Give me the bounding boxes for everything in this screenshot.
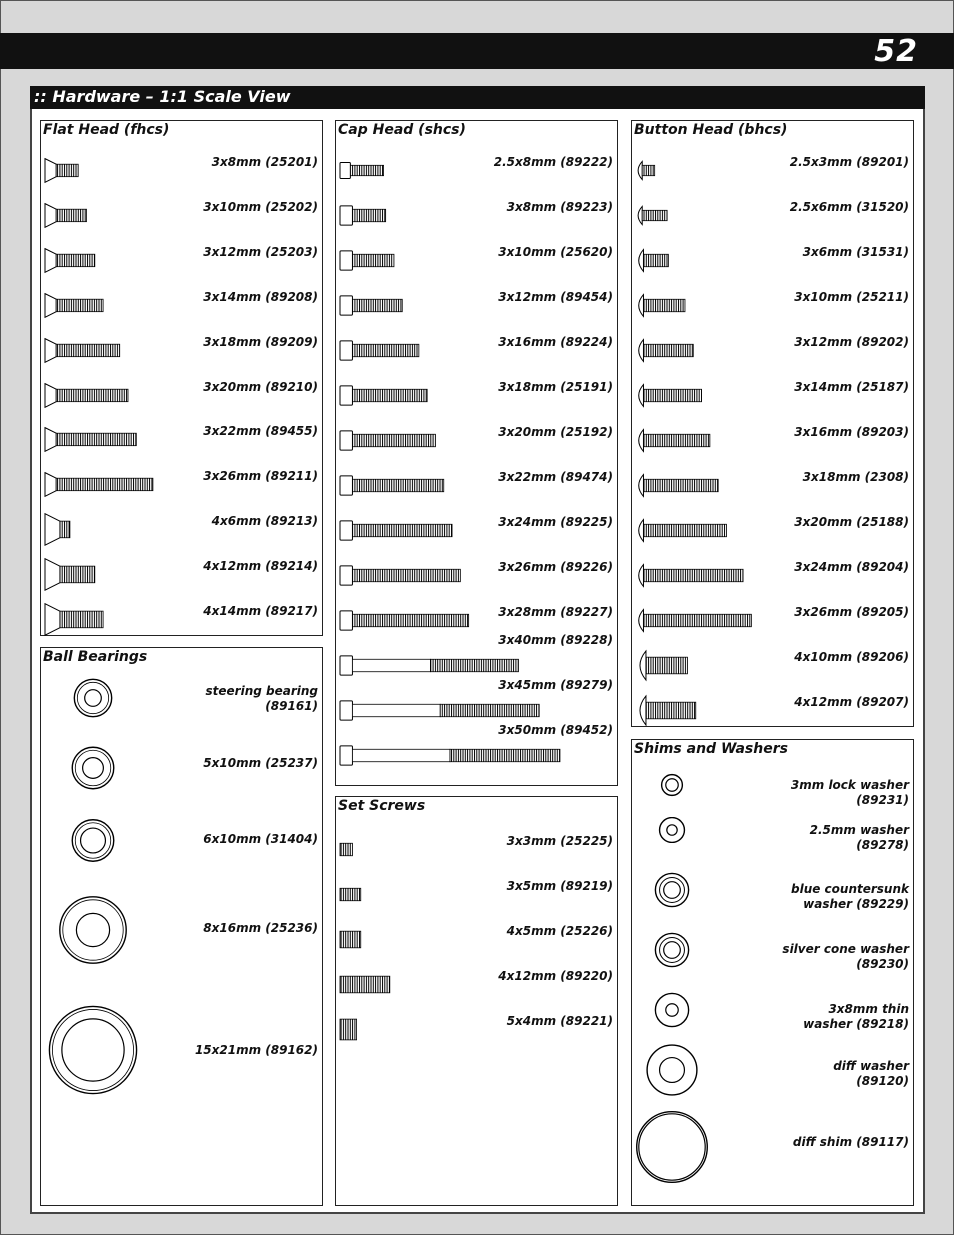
item-label: 2.5mm washer (89278) [809, 823, 909, 852]
washer-icon [632, 770, 752, 800]
button-head-panel [631, 120, 914, 727]
item-label: 3x26mm (89205) [794, 605, 909, 619]
set-screw-row [336, 962, 617, 1007]
washer-icon [632, 928, 752, 972]
item-label: 3x12mm (89454) [498, 290, 613, 304]
section-title: :: Hardware – 1:1 Scale View [34, 87, 291, 106]
bearing-icon [41, 813, 161, 868]
button-head-screw-row [632, 283, 913, 328]
page-number: 52 [874, 34, 918, 69]
washer-row [632, 928, 913, 972]
flat-head-panel [40, 120, 323, 636]
button-head-screw-row [632, 508, 913, 553]
button-head-screw-row [632, 463, 913, 508]
item-label: 3x16mm (89203) [794, 425, 909, 439]
washer-icon [632, 990, 752, 1030]
item-label: 3x26mm (89211) [203, 469, 318, 484]
item-label: diff shim (89117) [792, 1135, 909, 1149]
bearing-icon [41, 890, 161, 970]
button-head-title: Button Head (bhcs) [634, 122, 788, 138]
item-label: 3x10mm (25620) [498, 245, 613, 259]
set-screw-row [336, 917, 617, 962]
cap-head-screw-row [336, 723, 617, 778]
item-label: 3x14mm (25187) [794, 380, 909, 394]
item-label: silver cone washer (89230) [782, 942, 909, 971]
cap-head-screw-row [336, 328, 617, 373]
section-header [30, 86, 925, 109]
item-label: 3x12mm (25203) [203, 244, 318, 259]
item-label: 4x12mm (89220) [498, 969, 613, 983]
ball-bearings-title: Ball Bearings [43, 649, 148, 665]
item-label: 2.5x3mm (89201) [789, 155, 909, 169]
item-label: 4x12mm (89207) [794, 695, 909, 709]
bearing-row [41, 890, 322, 970]
set-screw-row [336, 827, 617, 872]
flat-head-title: Flat Head (fhcs) [43, 122, 170, 138]
item-label: 3x8mm (25201) [211, 155, 318, 169]
item-label: 3x18mm (89209) [203, 334, 318, 349]
flat-head-screw-row [41, 462, 322, 507]
item-label: 5x4mm (89221) [506, 1014, 613, 1028]
set-screw-row [336, 1007, 617, 1052]
cap-head-screw-row [336, 373, 617, 418]
item-label: steering bearing (89161) [205, 684, 318, 713]
button-head-screw-row [632, 328, 913, 373]
button-head-screw-row [632, 598, 913, 643]
set-screws-panel [335, 796, 618, 1206]
washer-icon [632, 817, 752, 843]
washer-row [632, 1107, 913, 1187]
flat-head-screw-row [41, 193, 322, 238]
cap-head-screw-icon [336, 733, 596, 778]
item-label: 3x10mm (25211) [794, 290, 909, 304]
button-head-screw-row [632, 148, 913, 193]
item-label: 3x8mm (89223) [506, 200, 613, 214]
item-label: 8x16mm (25236) [203, 921, 318, 935]
flat-head-screw-row [41, 328, 322, 373]
item-label: 15x21mm (89162) [194, 1043, 318, 1057]
cap-head-screw-row [336, 553, 617, 598]
shims-washers-panel [631, 739, 914, 1206]
item-label: 3x20mm (25188) [794, 515, 909, 529]
bearing-row [41, 1000, 322, 1100]
washer-row [632, 990, 913, 1030]
item-label: 4x5mm (25226) [506, 924, 613, 938]
washer-row [632, 817, 913, 852]
washer-row [632, 1043, 913, 1097]
item-label: 3x20mm (25192) [498, 425, 613, 439]
washer-row [632, 770, 913, 807]
item-label: 3x20mm (89210) [203, 379, 318, 394]
item-label: 3x8mm thin washer (89218) [803, 1002, 909, 1031]
flat-head-screw-row [41, 238, 322, 283]
button-head-screw-row [632, 373, 913, 418]
item-label: 3x22mm (89455) [203, 424, 318, 439]
bearing-icon [41, 1000, 161, 1100]
item-label: 2.5x8mm (89222) [493, 155, 613, 169]
flat-head-screw-row [41, 148, 322, 193]
top-bar [0, 33, 954, 69]
flat-head-screw-row [41, 417, 322, 462]
washer-row [632, 868, 913, 912]
item-label: 3x26mm (89226) [498, 560, 613, 574]
item-label: 3mm lock washer (89231) [790, 778, 909, 807]
item-label: 4x14mm (89217) [203, 604, 318, 618]
item-label: 3x3mm (25225) [506, 834, 613, 848]
item-label: 4x10mm (89206) [794, 650, 909, 664]
cap-head-screw-row [336, 283, 617, 328]
item-label: 3x12mm (89202) [794, 335, 909, 349]
button-head-screw-row [632, 238, 913, 283]
item-label: 6x10mm (31404) [203, 832, 318, 846]
cap-head-screw-row [336, 418, 617, 463]
item-label: 3x24mm (89225) [498, 515, 613, 529]
item-label: 3x24mm (89204) [794, 560, 909, 574]
bearing-row [41, 813, 322, 868]
washer-icon [632, 868, 752, 912]
item-label: 3x16mm (89224) [498, 335, 613, 349]
button-head-screw-row [632, 418, 913, 463]
flat-head-screw-row [41, 507, 322, 552]
item-label: 3x22mm (89474) [498, 470, 613, 484]
cap-head-screw-row [336, 148, 617, 193]
item-label: 5x10mm (25237) [203, 756, 318, 770]
item-label: 3x5mm (89219) [506, 879, 613, 893]
button-head-screw-row [632, 553, 913, 598]
item-label: diff washer (89120) [833, 1059, 909, 1088]
item-label: blue countersunk washer (89229) [790, 882, 909, 911]
washer-icon [632, 1043, 752, 1097]
bearing-icon [41, 743, 161, 793]
set-screws-title: Set Screws [338, 798, 426, 814]
item-label: 3x18mm (2308) [802, 470, 909, 484]
item-label: 3x50mm (89452) [498, 723, 613, 737]
shims-washers-title: Shims and Washers [634, 741, 788, 757]
button-head-screw-row [632, 193, 913, 238]
item-label: 3x18mm (25191) [498, 380, 613, 394]
ball-bearings-panel [40, 647, 323, 1206]
cap-head-screw-row [336, 193, 617, 238]
item-label: 3x45mm (89279) [498, 678, 613, 692]
set-screw-row [336, 872, 617, 917]
bearing-row [41, 743, 322, 793]
cap-head-panel [335, 120, 618, 786]
flat-head-screw-row [41, 552, 322, 597]
item-label: 3x10mm (25202) [203, 199, 318, 214]
item-label: 3x6mm (31531) [802, 245, 909, 259]
cap-head-screw-row [336, 508, 617, 553]
item-label: 4x6mm (89213) [211, 514, 318, 529]
cap-head-screw-row [336, 463, 617, 508]
bearing-row [41, 678, 322, 718]
flat-head-screw-row [41, 597, 322, 642]
item-label: 4x12mm (89214) [203, 559, 318, 574]
bearing-icon [41, 678, 161, 718]
flat-head-screw-row [41, 283, 322, 328]
cap-head-screw-row [336, 238, 617, 283]
item-label: 3x28mm (89227) [498, 605, 613, 619]
item-label: 3x14mm (89208) [203, 289, 318, 304]
button-head-screw-row [632, 688, 913, 733]
washer-icon [632, 1107, 752, 1187]
item-label: 2.5x6mm (31520) [789, 200, 909, 214]
cap-head-title: Cap Head (shcs) [338, 122, 466, 138]
button-head-screw-row [632, 643, 913, 688]
item-label: 3x40mm (89228) [498, 633, 613, 647]
flat-head-screw-row [41, 373, 322, 418]
